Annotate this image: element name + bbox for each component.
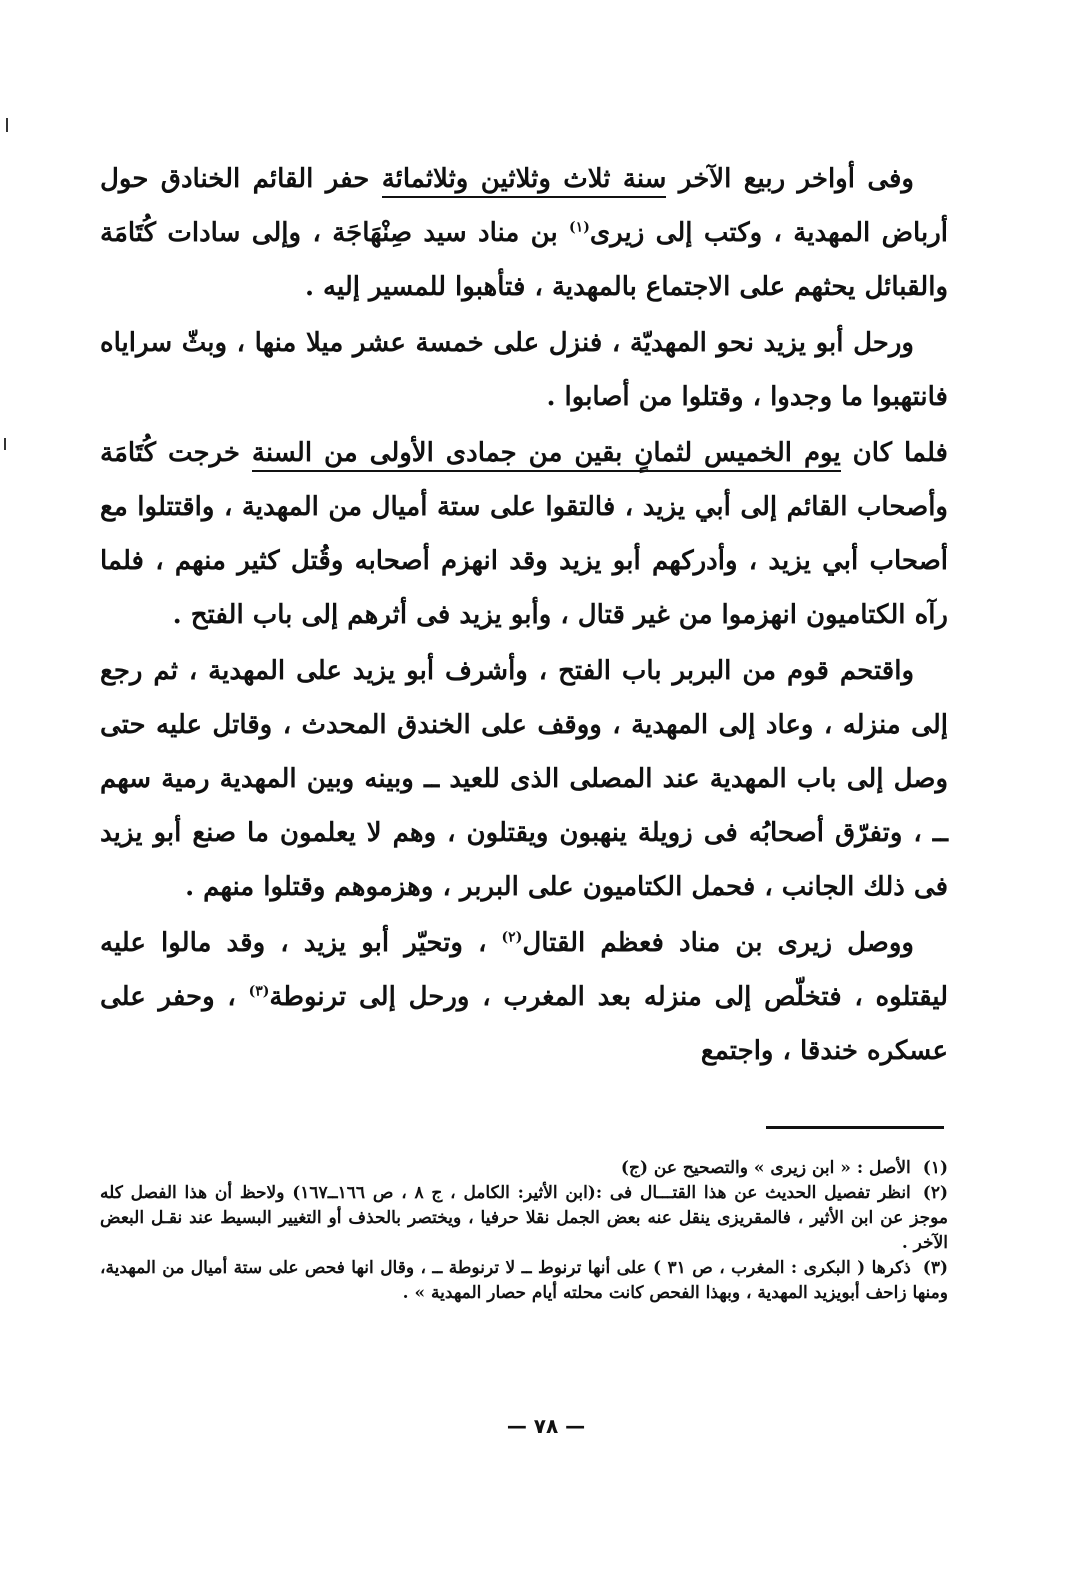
paragraph-2	[100, 316, 948, 424]
footnote-3	[100, 1256, 948, 1306]
paragraph-4	[100, 644, 948, 914]
paragraph-4-text: واقتحم قوم من البربر باب الفتح ، وأشرف أبو يزيد على المهدية ، ثم رجع إلى منزله ، وعاد إلى المهدية ، ووقف على الخندق المحدث ، وقاتل عليه حتى وصل إلى باب المهدية عند المصلى الذى للعيد ــ وبينه وبين المهدية رمية سهم ــ ، وتفرّق أصحابُه فى زويلة ينهبون ويقتلون ، وهم لا يعلمون ما صنع أبو يزيد فى ذلك الجانب ، فحمل الكتاميون على البربر ، وهزموهم وقتلوا منهم .	[100, 656, 948, 902]
footnote-ref-1: (١)	[569, 219, 590, 236]
paragraph-2-text: ورحل أبو يزيد نحو المهديّة ، فنزل على خمسة عشر ميلا منها ، وبثّ سراياه فانتهبوا ما وجدوا ، وقتلوا من أصابوا .	[100, 328, 948, 412]
scan-edge-mark	[4, 438, 6, 450]
paragraph-5-text-end: ، وحفر على عسكره خندقا ، واجتمع	[100, 982, 948, 1066]
footnote-number: (٣)	[922, 1258, 949, 1278]
footnote-1	[100, 1156, 948, 1181]
footnotes	[100, 1156, 948, 1306]
paragraph-1-text-start: وفى أواخر ربيع الآخر	[666, 164, 914, 194]
footnote-text: ذكرها ( البكرى : المغرب ، ص ٣١ ) على أنها ترنوط ــ لا ترنوطة ــ ، وقال انها فحص على ستة أميال من المهدية، ومنها زاحف أبويزيد المهدية ، وبهذا الفحص كانت محلته أيام حصار المهدية » .	[100, 1258, 948, 1303]
underlined-date: سنة ثلاث وثلاثين وثلاثمائة	[382, 164, 667, 198]
paragraph-3	[100, 426, 948, 642]
paragraph-1-text-end: بن مناد سيد صِنْهَاجَة ، وإلى سادات كُتَامَة والقبائل يحثهم على الاجتماع بالمهدية ، فتأهبوا للمسير إليه .	[100, 218, 948, 302]
paragraph-1-text-middle: حفر القائم الخنادق حول أرباض المهدية ، وكتب إلى زيرى	[100, 164, 948, 248]
footnote-text: الأصل : « ابن زيرى » والتصحيح عن (ج)	[620, 1158, 911, 1178]
paragraph-1	[100, 152, 948, 314]
footnote-2	[100, 1181, 948, 1256]
main-text	[100, 152, 948, 1080]
footnote-number: (١)	[922, 1158, 948, 1178]
underlined-date: يوم الخميس لثمانٍ بقين من جمادى الأولى من السنة	[252, 438, 841, 472]
footnote-number: (٢)	[922, 1183, 949, 1203]
footnote-text: انظر تفصيل الحديث عن هذا القتـــال فى :(ابن الأثير: الكامل ، ج ٨ ، ص ١٦٦ــ١٦٧) ولاحظ أن هذا الفصل كله موجز عن ابن الأثير ، فالمقريزى ينقل عنه بعض الجمل نقلا حرفيا ، ويختصر بالحذف أو التغيير البسيط عند نقـل البعض الآخر .	[100, 1183, 948, 1253]
footnote-separator	[766, 1126, 944, 1129]
footnote-ref-2: (٢)	[501, 929, 523, 946]
paragraph-3-text-end: خرجت كُتَامَة وأصحاب القائم إلى أبي يزيد ، فالتقوا على ستة أميال من المهدية ، واقتتلوا مع أصحاب أبي يزيد ، وأدركهم أبو يزيد وقد انهزم أصحابه وقُتل كثير منهم ، فلما رآه الكتاميون انهزموا من غير قتال ، وأبو يزيد فى أثرهم إلى باب الفتح .	[100, 438, 948, 630]
paragraph-5-text-middle: ، وتحيّر أبو يزيد ، وقد مالوا عليه ليقتلوه ، فتخلّص إلى منزله بعد المغرب ، ورحل إلى ترنوطة	[100, 928, 948, 1012]
page-number: — ٧٨ —	[506, 1414, 586, 1438]
paragraph-5	[100, 916, 948, 1078]
paragraph-3-text-start: فلما كان	[840, 438, 948, 468]
footnote-ref-3: (٣)	[248, 983, 270, 1000]
scan-edge-mark	[6, 118, 8, 132]
paragraph-5-text-start: ووصل زيرى بن مناد فعظم القتال	[522, 928, 914, 958]
